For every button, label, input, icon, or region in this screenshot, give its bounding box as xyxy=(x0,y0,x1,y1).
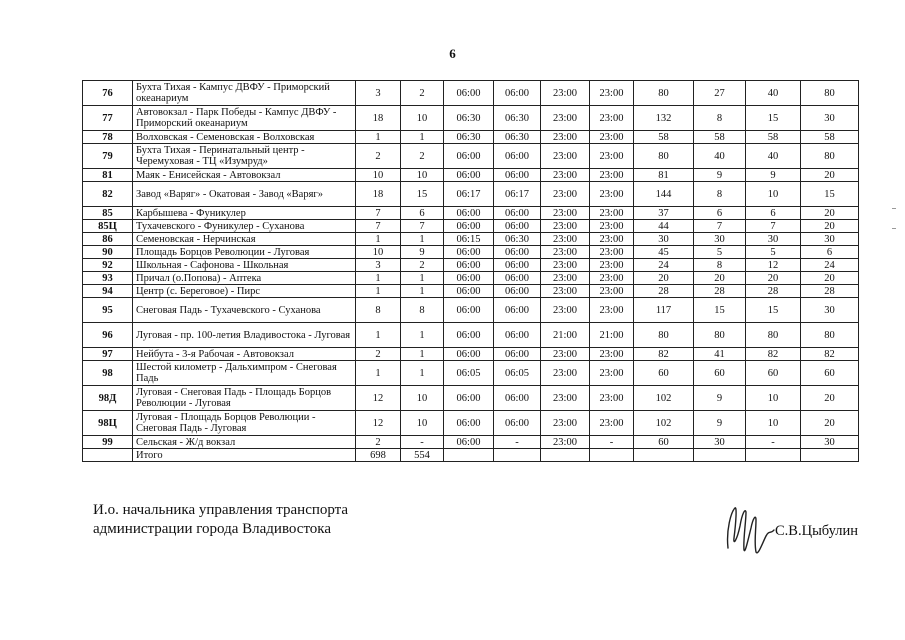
end-time-weekday-cell: 23:00 xyxy=(541,106,590,131)
end-time-weekday-cell: 23:00 xyxy=(541,131,590,144)
end-time-weekend-cell: 23:00 xyxy=(590,220,634,233)
end-time-weekend-cell: 23:00 xyxy=(590,386,634,411)
table-row xyxy=(83,106,859,131)
vehicles-min-cell: 10 xyxy=(401,169,444,182)
start-time-weekend-cell: 06:30 xyxy=(494,131,541,144)
end-time-weekend-cell: 23:00 xyxy=(590,106,634,131)
interval-4-cell: 24 xyxy=(801,259,859,272)
table-row xyxy=(83,361,859,386)
start-time-weekday-cell: 06:00 xyxy=(444,386,494,411)
interval-4-cell: 20 xyxy=(801,411,859,436)
route-name-cell: Шестой километр - Дальхимпром - Снеговая Падь xyxy=(133,361,356,386)
total-empty-cell xyxy=(801,449,859,462)
vehicles-min-cell: 9 xyxy=(401,246,444,259)
route-name-cell: Волховская - Семеновская - Волховская xyxy=(133,131,356,144)
start-time-weekday-cell: 06:00 xyxy=(444,323,494,348)
route-name-cell: Бухта Тихая - Кампус ДВФУ - Приморский океанариум xyxy=(133,81,356,106)
vehicles-max-cell: 2 xyxy=(356,436,401,449)
start-time-weekend-cell: 06:00 xyxy=(494,386,541,411)
start-time-weekend-cell: 06:00 xyxy=(494,81,541,106)
interval-1-cell: 58 xyxy=(634,131,694,144)
route-name-cell: Маяк - Енисейская - Автовокзал xyxy=(133,169,356,182)
interval-2-cell: 8 xyxy=(694,182,746,207)
start-time-weekend-cell: 06:00 xyxy=(494,272,541,285)
interval-1-cell: 117 xyxy=(634,298,694,323)
total-empty-cell xyxy=(746,449,801,462)
start-time-weekend-cell: - xyxy=(494,436,541,449)
total-label-cell: Итого xyxy=(133,449,356,462)
vehicles-min-cell: 2 xyxy=(401,144,444,169)
table-row xyxy=(83,182,859,207)
interval-2-cell: 40 xyxy=(694,144,746,169)
start-time-weekend-cell: 06:00 xyxy=(494,298,541,323)
vehicles-max-cell: 10 xyxy=(356,246,401,259)
end-time-weekday-cell: 23:00 xyxy=(541,361,590,386)
start-time-weekend-cell: 06:00 xyxy=(494,169,541,182)
route-name-cell: Площадь Борцов Революции - Луговая xyxy=(133,246,356,259)
vehicles-min-cell: 1 xyxy=(401,361,444,386)
route-number-cell: 98Ц xyxy=(83,411,133,436)
interval-3-cell: 15 xyxy=(746,106,801,131)
signature-title xyxy=(93,501,348,539)
end-time-weekend-cell: 23:00 xyxy=(590,285,634,298)
interval-3-cell: - xyxy=(746,436,801,449)
interval-3-cell: 10 xyxy=(746,182,801,207)
route-name-cell: Сельская - Ж/д вокзал xyxy=(133,436,356,449)
interval-3-cell: 12 xyxy=(746,259,801,272)
end-time-weekday-cell: 23:00 xyxy=(541,348,590,361)
vehicles-min-cell: 2 xyxy=(401,259,444,272)
vehicles-min-cell: 6 xyxy=(401,207,444,220)
interval-2-cell: 9 xyxy=(694,169,746,182)
route-number-cell: 94 xyxy=(83,285,133,298)
interval-3-cell: 6 xyxy=(746,207,801,220)
start-time-weekend-cell: 06:30 xyxy=(494,106,541,131)
table-row xyxy=(83,233,859,246)
interval-3-cell: 30 xyxy=(746,233,801,246)
route-number-cell: 92 xyxy=(83,259,133,272)
interval-2-cell: 9 xyxy=(694,386,746,411)
end-time-weekend-cell: 23:00 xyxy=(590,298,634,323)
end-time-weekend-cell: 23:00 xyxy=(590,81,634,106)
start-time-weekday-cell: 06:00 xyxy=(444,411,494,436)
table-row xyxy=(83,81,859,106)
start-time-weekday-cell: 06:30 xyxy=(444,131,494,144)
interval-4-cell: 20 xyxy=(801,272,859,285)
end-time-weekday-cell: 23:00 xyxy=(541,246,590,259)
route-name-cell: Нейбута - 3-я Рабочая - Автовокзал xyxy=(133,348,356,361)
interval-1-cell: 44 xyxy=(634,220,694,233)
route-name-cell: Луговая - Площадь Борцов Революции - Снеговая Падь - Луговая xyxy=(133,411,356,436)
total-empty-cell xyxy=(590,449,634,462)
table-row xyxy=(83,348,859,361)
interval-3-cell: 5 xyxy=(746,246,801,259)
end-time-weekday-cell: 23:00 xyxy=(541,386,590,411)
vehicles-min-cell: 10 xyxy=(401,106,444,131)
start-time-weekday-cell: 06:00 xyxy=(444,144,494,169)
route-number-cell: 85 xyxy=(83,207,133,220)
handwritten-signature xyxy=(722,500,777,560)
interval-2-cell: 8 xyxy=(694,259,746,272)
interval-1-cell: 24 xyxy=(634,259,694,272)
start-time-weekday-cell: 06:00 xyxy=(444,298,494,323)
start-time-weekend-cell: 06:00 xyxy=(494,144,541,169)
table-row xyxy=(83,144,859,169)
end-time-weekday-cell: 23:00 xyxy=(541,411,590,436)
end-time-weekend-cell: 23:00 xyxy=(590,348,634,361)
interval-2-cell: 6 xyxy=(694,207,746,220)
interval-1-cell: 102 xyxy=(634,386,694,411)
end-time-weekday-cell: 23:00 xyxy=(541,233,590,246)
interval-4-cell: 30 xyxy=(801,436,859,449)
end-time-weekend-cell: 23:00 xyxy=(590,361,634,386)
start-time-weekend-cell: 06:00 xyxy=(494,259,541,272)
interval-3-cell: 28 xyxy=(746,285,801,298)
vehicles-max-cell: 18 xyxy=(356,182,401,207)
total-empty-cell xyxy=(541,449,590,462)
end-time-weekend-cell: - xyxy=(590,436,634,449)
interval-3-cell: 15 xyxy=(746,298,801,323)
route-name-cell: Бухта Тихая - Перинатальный центр - Черемуховая - ТЦ «Изумруд» xyxy=(133,144,356,169)
interval-2-cell: 5 xyxy=(694,246,746,259)
start-time-weekend-cell: 06:00 xyxy=(494,348,541,361)
interval-1-cell: 132 xyxy=(634,106,694,131)
end-time-weekday-cell: 23:00 xyxy=(541,436,590,449)
scan-edge-mark xyxy=(892,228,896,229)
start-time-weekend-cell: 06:00 xyxy=(494,411,541,436)
route-name-cell: Карбышева - Фуникулер xyxy=(133,207,356,220)
start-time-weekend-cell: 06:00 xyxy=(494,207,541,220)
vehicles-min-cell: 2 xyxy=(401,81,444,106)
table-row xyxy=(83,169,859,182)
vehicles-max-cell: 12 xyxy=(356,411,401,436)
route-number-cell: 81 xyxy=(83,169,133,182)
route-number-cell: 85Ц xyxy=(83,220,133,233)
route-number-cell: 98Д xyxy=(83,386,133,411)
total-empty-cell xyxy=(444,449,494,462)
end-time-weekday-cell: 23:00 xyxy=(541,298,590,323)
end-time-weekday-cell: 23:00 xyxy=(541,220,590,233)
end-time-weekday-cell: 21:00 xyxy=(541,323,590,348)
interval-1-cell: 30 xyxy=(634,233,694,246)
interval-4-cell: 30 xyxy=(801,298,859,323)
vehicles-min-cell: 10 xyxy=(401,411,444,436)
vehicles-min-cell: 8 xyxy=(401,298,444,323)
vehicles-min-cell: 1 xyxy=(401,272,444,285)
interval-1-cell: 102 xyxy=(634,411,694,436)
table-row xyxy=(83,220,859,233)
table-row xyxy=(83,436,859,449)
end-time-weekend-cell: 23:00 xyxy=(590,272,634,285)
route-name-cell: Тухачевского - Фуникулер - Суханова xyxy=(133,220,356,233)
signer-name: С.В.Цыбулин xyxy=(775,523,858,539)
vehicles-max-cell: 3 xyxy=(356,81,401,106)
vehicles-max-cell: 1 xyxy=(356,361,401,386)
interval-2-cell: 9 xyxy=(694,411,746,436)
interval-2-cell: 20 xyxy=(694,272,746,285)
interval-4-cell: 20 xyxy=(801,207,859,220)
end-time-weekend-cell: 23:00 xyxy=(590,259,634,272)
interval-1-cell: 81 xyxy=(634,169,694,182)
interval-3-cell: 10 xyxy=(746,411,801,436)
table-row xyxy=(83,246,859,259)
interval-2-cell: 58 xyxy=(694,131,746,144)
scan-edge-mark xyxy=(892,208,896,209)
end-time-weekend-cell: 23:00 xyxy=(590,246,634,259)
routes-table xyxy=(82,80,859,462)
table-row xyxy=(83,272,859,285)
interval-1-cell: 20 xyxy=(634,272,694,285)
interval-3-cell: 58 xyxy=(746,131,801,144)
start-time-weekday-cell: 06:17 xyxy=(444,182,494,207)
page-number: 6 xyxy=(449,46,456,61)
route-number-cell: 79 xyxy=(83,144,133,169)
end-time-weekend-cell: 23:00 xyxy=(590,411,634,436)
route-name-cell: Автовокзал - Парк Победы - Кампус ДВФУ - Приморский океанариум xyxy=(133,106,356,131)
table-row xyxy=(83,298,859,323)
interval-3-cell: 40 xyxy=(746,81,801,106)
end-time-weekend-cell: 23:00 xyxy=(590,182,634,207)
end-time-weekend-cell: 23:00 xyxy=(590,144,634,169)
table-row xyxy=(83,285,859,298)
start-time-weekday-cell: 06:00 xyxy=(444,272,494,285)
interval-4-cell: 30 xyxy=(801,233,859,246)
route-number-cell: 76 xyxy=(83,81,133,106)
interval-4-cell: 20 xyxy=(801,386,859,411)
interval-1-cell: 144 xyxy=(634,182,694,207)
interval-1-cell: 80 xyxy=(634,323,694,348)
vehicles-max-cell: 1 xyxy=(356,285,401,298)
route-name-cell: Снеговая Падь - Тухачевского - Суханова xyxy=(133,298,356,323)
interval-1-cell: 80 xyxy=(634,144,694,169)
vehicles-max-cell: 10 xyxy=(356,169,401,182)
interval-1-cell: 82 xyxy=(634,348,694,361)
interval-4-cell: 80 xyxy=(801,323,859,348)
vehicles-max-cell: 1 xyxy=(356,323,401,348)
interval-3-cell: 60 xyxy=(746,361,801,386)
interval-4-cell: 60 xyxy=(801,361,859,386)
start-time-weekday-cell: 06:00 xyxy=(444,246,494,259)
interval-2-cell: 15 xyxy=(694,298,746,323)
table-row xyxy=(83,259,859,272)
interval-3-cell: 80 xyxy=(746,323,801,348)
route-number-cell: 99 xyxy=(83,436,133,449)
vehicles-max-cell: 18 xyxy=(356,106,401,131)
route-number-cell: 77 xyxy=(83,106,133,131)
interval-3-cell: 10 xyxy=(746,386,801,411)
vehicles-min-cell: 1 xyxy=(401,323,444,348)
total-vehicles-min-cell: 554 xyxy=(401,449,444,462)
table-row xyxy=(83,411,859,436)
interval-4-cell: 30 xyxy=(801,106,859,131)
interval-4-cell: 58 xyxy=(801,131,859,144)
end-time-weekend-cell: 23:00 xyxy=(590,169,634,182)
start-time-weekend-cell: 06:05 xyxy=(494,361,541,386)
route-name-cell: Луговая - пр. 100-летия Владивостока - Луговая xyxy=(133,323,356,348)
interval-3-cell: 7 xyxy=(746,220,801,233)
end-time-weekday-cell: 23:00 xyxy=(541,182,590,207)
interval-2-cell: 28 xyxy=(694,285,746,298)
interval-4-cell: 20 xyxy=(801,169,859,182)
table-row xyxy=(83,386,859,411)
vehicles-max-cell: 1 xyxy=(356,131,401,144)
interval-1-cell: 80 xyxy=(634,81,694,106)
vehicles-max-cell: 3 xyxy=(356,259,401,272)
end-time-weekday-cell: 23:00 xyxy=(541,272,590,285)
interval-2-cell: 27 xyxy=(694,81,746,106)
start-time-weekend-cell: 06:00 xyxy=(494,220,541,233)
vehicles-max-cell: 8 xyxy=(356,298,401,323)
total-empty-cell xyxy=(694,449,746,462)
route-number-cell: 86 xyxy=(83,233,133,246)
start-time-weekday-cell: 06:00 xyxy=(444,285,494,298)
route-number-cell: 97 xyxy=(83,348,133,361)
interval-2-cell: 80 xyxy=(694,323,746,348)
start-time-weekday-cell: 06:00 xyxy=(444,220,494,233)
interval-4-cell: 80 xyxy=(801,81,859,106)
interval-2-cell: 60 xyxy=(694,361,746,386)
interval-4-cell: 82 xyxy=(801,348,859,361)
vehicles-min-cell: 1 xyxy=(401,348,444,361)
vehicles-min-cell: 1 xyxy=(401,131,444,144)
start-time-weekend-cell: 06:00 xyxy=(494,285,541,298)
interval-1-cell: 60 xyxy=(634,361,694,386)
vehicles-min-cell: 10 xyxy=(401,386,444,411)
interval-4-cell: 20 xyxy=(801,220,859,233)
interval-2-cell: 30 xyxy=(694,233,746,246)
total-empty-cell xyxy=(634,449,694,462)
vehicles-max-cell: 7 xyxy=(356,220,401,233)
end-time-weekend-cell: 21:00 xyxy=(590,323,634,348)
signature-title-line-2: администрации города Владивостока xyxy=(93,521,332,537)
interval-3-cell: 40 xyxy=(746,144,801,169)
interval-1-cell: 60 xyxy=(634,436,694,449)
start-time-weekend-cell: 06:00 xyxy=(494,246,541,259)
end-time-weekend-cell: 23:00 xyxy=(590,131,634,144)
end-time-weekend-cell: 23:00 xyxy=(590,207,634,220)
vehicles-min-cell: 7 xyxy=(401,220,444,233)
interval-1-cell: 28 xyxy=(634,285,694,298)
start-time-weekday-cell: 06:00 xyxy=(444,436,494,449)
start-time-weekend-cell: 06:00 xyxy=(494,323,541,348)
start-time-weekday-cell: 06:00 xyxy=(444,348,494,361)
route-name-cell: Луговая - Снеговая Падь - Площадь Борцов Революции - Луговая xyxy=(133,386,356,411)
route-number-cell: 90 xyxy=(83,246,133,259)
end-time-weekend-cell: 23:00 xyxy=(590,233,634,246)
start-time-weekend-cell: 06:30 xyxy=(494,233,541,246)
vehicles-max-cell: 2 xyxy=(356,144,401,169)
interval-1-cell: 37 xyxy=(634,207,694,220)
signature-title-line-1: И.о. начальника управления транспорта xyxy=(93,502,349,518)
route-number-cell: 98 xyxy=(83,361,133,386)
interval-2-cell: 7 xyxy=(694,220,746,233)
route-name-cell: Школьная - Сафонова - Школьная xyxy=(133,259,356,272)
end-time-weekday-cell: 23:00 xyxy=(541,144,590,169)
start-time-weekday-cell: 06:15 xyxy=(444,233,494,246)
table-row xyxy=(83,323,859,348)
start-time-weekend-cell: 06:17 xyxy=(494,182,541,207)
start-time-weekday-cell: 06:00 xyxy=(444,259,494,272)
start-time-weekday-cell: 06:00 xyxy=(444,169,494,182)
total-blank-cell xyxy=(83,449,133,462)
route-name-cell: Завод «Варяг» - Окатовая - Завод «Варяг» xyxy=(133,182,356,207)
route-number-cell: 95 xyxy=(83,298,133,323)
vehicles-min-cell: 1 xyxy=(401,285,444,298)
total-row xyxy=(83,449,859,462)
end-time-weekday-cell: 23:00 xyxy=(541,259,590,272)
total-empty-cell xyxy=(494,449,541,462)
start-time-weekday-cell: 06:00 xyxy=(444,207,494,220)
interval-4-cell: 6 xyxy=(801,246,859,259)
interval-2-cell: 8 xyxy=(694,106,746,131)
interval-1-cell: 45 xyxy=(634,246,694,259)
interval-2-cell: 41 xyxy=(694,348,746,361)
route-number-cell: 96 xyxy=(83,323,133,348)
table-row xyxy=(83,131,859,144)
vehicles-min-cell: 15 xyxy=(401,182,444,207)
route-name-cell: Причал (о.Попова) - Аптека xyxy=(133,272,356,285)
route-number-cell: 82 xyxy=(83,182,133,207)
interval-3-cell: 20 xyxy=(746,272,801,285)
vehicles-max-cell: 1 xyxy=(356,233,401,246)
start-time-weekday-cell: 06:00 xyxy=(444,81,494,106)
interval-3-cell: 82 xyxy=(746,348,801,361)
start-time-weekday-cell: 06:30 xyxy=(444,106,494,131)
start-time-weekday-cell: 06:05 xyxy=(444,361,494,386)
route-name-cell: Центр (с. Береговое) - Пирс xyxy=(133,285,356,298)
vehicles-max-cell: 12 xyxy=(356,386,401,411)
interval-4-cell: 15 xyxy=(801,182,859,207)
vehicles-min-cell: 1 xyxy=(401,233,444,246)
interval-4-cell: 28 xyxy=(801,285,859,298)
routes-table-body xyxy=(83,81,859,462)
vehicles-max-cell: 2 xyxy=(356,348,401,361)
end-time-weekday-cell: 23:00 xyxy=(541,207,590,220)
vehicles-max-cell: 7 xyxy=(356,207,401,220)
vehicles-max-cell: 1 xyxy=(356,272,401,285)
end-time-weekday-cell: 23:00 xyxy=(541,169,590,182)
route-name-cell: Семеновская - Нерчинская xyxy=(133,233,356,246)
interval-3-cell: 9 xyxy=(746,169,801,182)
interval-4-cell: 80 xyxy=(801,144,859,169)
route-number-cell: 78 xyxy=(83,131,133,144)
route-number-cell: 93 xyxy=(83,272,133,285)
interval-2-cell: 30 xyxy=(694,436,746,449)
end-time-weekday-cell: 23:00 xyxy=(541,81,590,106)
vehicles-min-cell: - xyxy=(401,436,444,449)
end-time-weekday-cell: 23:00 xyxy=(541,285,590,298)
total-vehicles-max-cell: 698 xyxy=(356,449,401,462)
table-row xyxy=(83,207,859,220)
